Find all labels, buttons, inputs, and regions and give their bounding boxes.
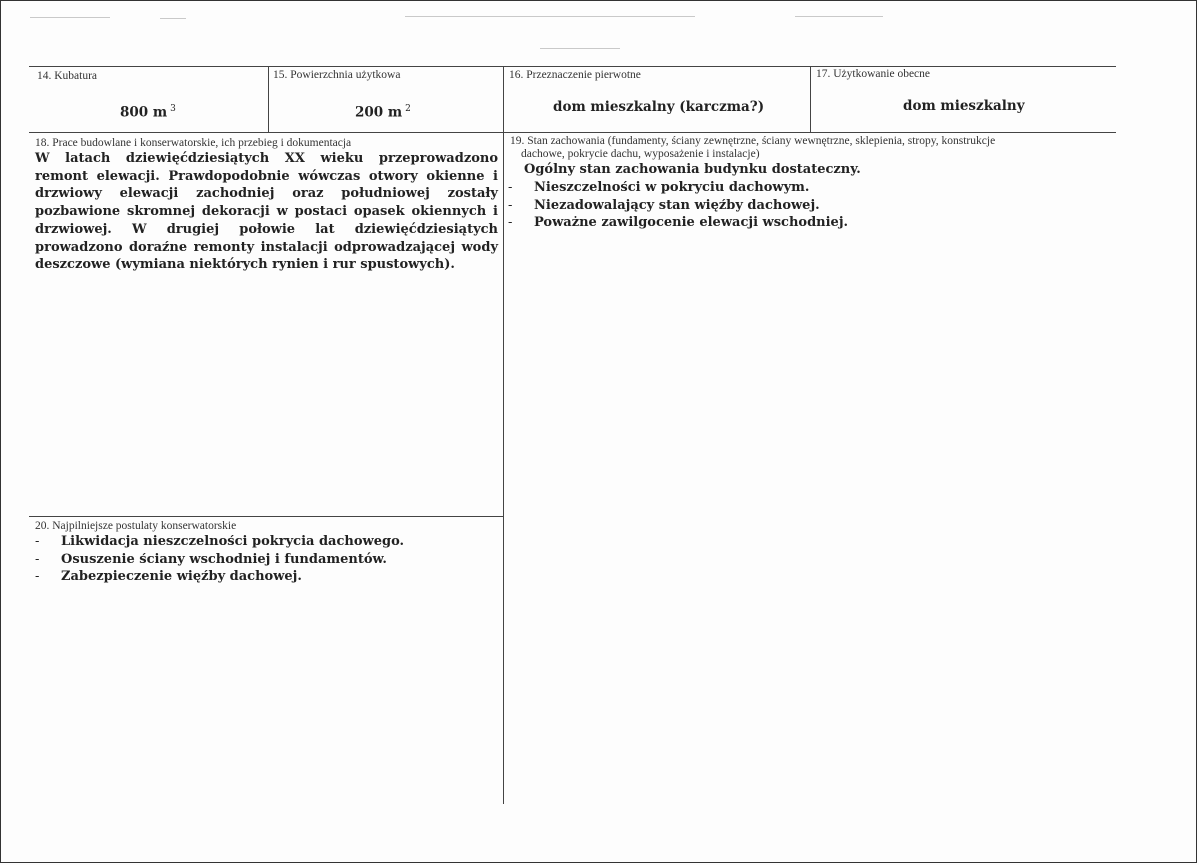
field-15-value xyxy=(355,104,411,121)
field-18-label: 18. Prace budowlane i konserwatorskie, ich przebieg i dokumentacja xyxy=(35,137,352,149)
field-19-label xyxy=(510,135,995,160)
list-item: - Poważne zawilgocenie elewacji wschodniej. xyxy=(508,214,848,232)
field-18-text xyxy=(35,150,498,274)
column-divider xyxy=(268,66,269,132)
field-14-unit-sup: 3 xyxy=(170,104,176,114)
field-18-line: prowadzono doraźne remonty instalacji odprowadzającej wody xyxy=(35,239,498,255)
field-20-label: 20. Najpilniejsze postulaty konserwatorskie xyxy=(35,520,237,532)
column-divider xyxy=(503,66,504,804)
field-19-label-line: dachowe, pokrycie dachu, wyposażenie i instalacje) xyxy=(521,147,760,160)
field-14-value xyxy=(120,104,176,121)
scan-mark xyxy=(160,18,186,19)
scan-mark xyxy=(795,16,883,17)
field-14-value-text: 800 m xyxy=(120,104,168,121)
field-18-line: pozbawione skromnej dekoracji w postaci opasek okiennych i xyxy=(35,204,498,220)
section-divider xyxy=(29,516,503,517)
row-divider xyxy=(29,132,1116,133)
field-19-label-line: 19. Stan zachowania (fundamenty, ściany zewnętrzne, ściany wewnętrzne, sklepienia, stropy, konstrukcje xyxy=(510,135,996,147)
field-14-label: 14. Kubatura xyxy=(37,70,98,82)
field-16-label: 16. Przeznaczenie pierwotne xyxy=(509,69,641,81)
field-19-list xyxy=(508,179,848,232)
field-18-line: deszczowe (wymiana niektórych rynien i rur spustowych). xyxy=(35,257,455,273)
list-item: - Zabezpieczenie więźby dachowej. xyxy=(35,568,404,586)
scan-mark xyxy=(540,48,620,49)
field-19-summary: Ogólny stan zachowania budynku dostateczny. xyxy=(524,162,861,177)
column-divider xyxy=(810,66,811,132)
field-15-unit-sup: 2 xyxy=(405,104,411,114)
field-18-line: W latach dziewięćdziesiątych XX wieku przeprowadzono xyxy=(35,151,498,166)
table-top-border xyxy=(29,66,1116,67)
field-18-line: drzwiowy elewacji zachodniej oraz południowej zostały xyxy=(35,186,498,202)
list-item: - Osuszenie ściany wschodniej i fundamentów. xyxy=(35,551,404,569)
field-20-list xyxy=(35,533,404,586)
list-item: - Niezadowalający stan więźby dachowej. xyxy=(508,197,848,215)
field-17-label: 17. Użytkowanie obecne xyxy=(816,68,931,80)
field-15-value-text: 200 m xyxy=(355,104,403,121)
field-18-line: remont elewacji. Prawdopodobnie wówczas otwory okienne i xyxy=(35,168,498,184)
list-item: - Nieszczelności w pokryciu dachowym. xyxy=(508,179,848,197)
field-16-value: dom mieszkalny (karczma?) xyxy=(553,99,765,115)
scan-mark xyxy=(30,17,110,18)
list-item: - Likwidacja nieszczelności pokrycia dachowego. xyxy=(35,533,404,551)
field-17-value: dom mieszkalny xyxy=(903,98,1025,114)
field-15-label: 15. Powierzchnia użytkowa xyxy=(273,69,401,81)
scan-mark xyxy=(405,16,695,17)
field-18-line: drzwiowej. W drugiej połowie lat dziewięćdziesiątych xyxy=(35,221,498,237)
